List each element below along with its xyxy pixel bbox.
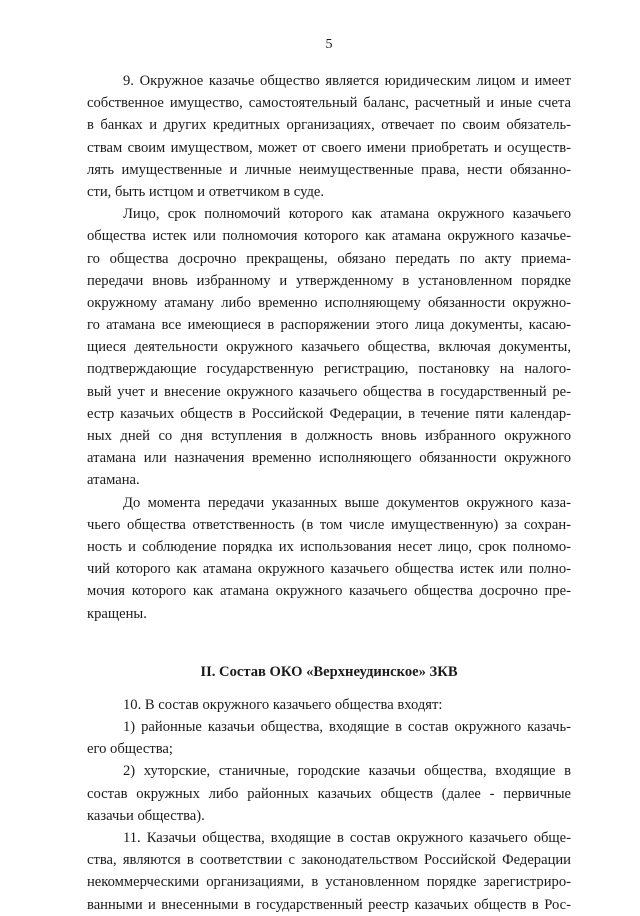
- text-line: чьего общества ответственность (в том числе имущественную) за сохран-: [87, 516, 571, 533]
- text-line: ность и соблюдение порядка их использования несет лицо, срок полномо-: [87, 538, 571, 555]
- text-line: лять имущественные и личные неимущественные права, нести обязанно-: [87, 161, 571, 178]
- text-line: казачьи общества).: [87, 807, 205, 824]
- text-line: мочия которого как атамана окружного казачьего общества досрочно пре-: [87, 583, 571, 600]
- text-line: атамана.: [87, 472, 140, 489]
- text-line: До момента передачи указанных выше документов окружного каза-: [123, 494, 571, 511]
- text-line: го общества досрочно прекращены, обязано передать по акту приема-: [87, 250, 571, 267]
- text-line: собственное имущество, самостоятельный баланс, расчетный и иные счета: [87, 95, 571, 112]
- paragraph-ataman-transfer: [87, 203, 571, 491]
- text-line: Лицо, срок полномочий которого как атамана окружного казачьего: [123, 206, 571, 223]
- text-line: чий которого как атамана окружного казачьего общества истек или полно-: [87, 561, 571, 578]
- text-line: окружному атаману либо временно исполняющему обязанности окружно-: [87, 294, 571, 311]
- section-bottom: [87, 694, 571, 916]
- paragraph-responsibility: [87, 492, 571, 625]
- text-line: некоммерческими организациями, в установленном порядке зарегистриро-: [87, 874, 571, 891]
- text-line: 11. Казачьи общества, входящие в состав окружного казачьего обще-: [123, 830, 571, 846]
- text-line: 9. Окружное казачье общество является юридическим лицом и имеет: [123, 73, 571, 89]
- text-line: сти, быть истцом и ответчиком в суде.: [87, 183, 325, 200]
- text-line: состав окружных либо районных казачьих обществ (далее - первичные: [87, 785, 571, 802]
- text-line: его общества;: [87, 741, 173, 758]
- text-line: ванными и внесенными в государственный реестр казачьих обществ в Рос-: [87, 896, 571, 913]
- section-top: [87, 70, 571, 625]
- text-line: 10. В состав окружного казачьего общества входят:: [123, 696, 443, 713]
- text-line: щиеся деятельности окружного казачьего общества, включая документы,: [87, 339, 571, 356]
- text-line: общества истек или полномочия которого как атамана окружного казачье-: [87, 228, 571, 245]
- text-line: го атамана все имеющиеся в распоряжении этого лица документы, касаю-: [87, 317, 571, 334]
- paragraph-9: [87, 70, 571, 203]
- paragraph-11: [87, 827, 571, 916]
- paragraph-10-item-1: [87, 716, 571, 760]
- text-line: в банках и других кредитных организациях, отвечает по своим обязатель-: [87, 117, 571, 134]
- text-line: атамана или назначения временно исполняющего обязанности окружного: [87, 450, 571, 467]
- text-line: ных дней со дня вступления в должность вновь избранного окружного: [87, 428, 571, 444]
- document-body: [87, 70, 571, 916]
- paragraph-10-item-2: [87, 760, 571, 827]
- text-line: вый учет и внесение окружного казачьего общества в государственный ре-: [87, 383, 571, 400]
- section-heading: II. Состав ОКО «Верхнеудинское» ЗКВ: [200, 663, 458, 680]
- text-line: естр казачьих обществ в Российской Федерации, в течение пяти календар-: [87, 405, 571, 422]
- text-line: кращены.: [87, 605, 147, 622]
- text-line: передачи вновь избранному и утвержденному в установленном порядке: [87, 272, 571, 289]
- page-number: 5: [325, 37, 333, 52]
- text-line: ства, являются в соответствии с законодательством Российской Федерации: [87, 852, 571, 869]
- paragraph-10: [87, 694, 571, 716]
- text-line: подтверждающие государственную регистрацию, постановку на налого-: [87, 361, 571, 378]
- text-line: ствам своим имуществом, может от своего имени приобретать и осуществ-: [87, 139, 571, 156]
- text-line: 2) хуторские, станичные, городские казачьи общества, входящие в: [123, 763, 571, 780]
- text-line: 1) районные казачьи общества, входящие в состав окружного казачь-: [123, 719, 571, 736]
